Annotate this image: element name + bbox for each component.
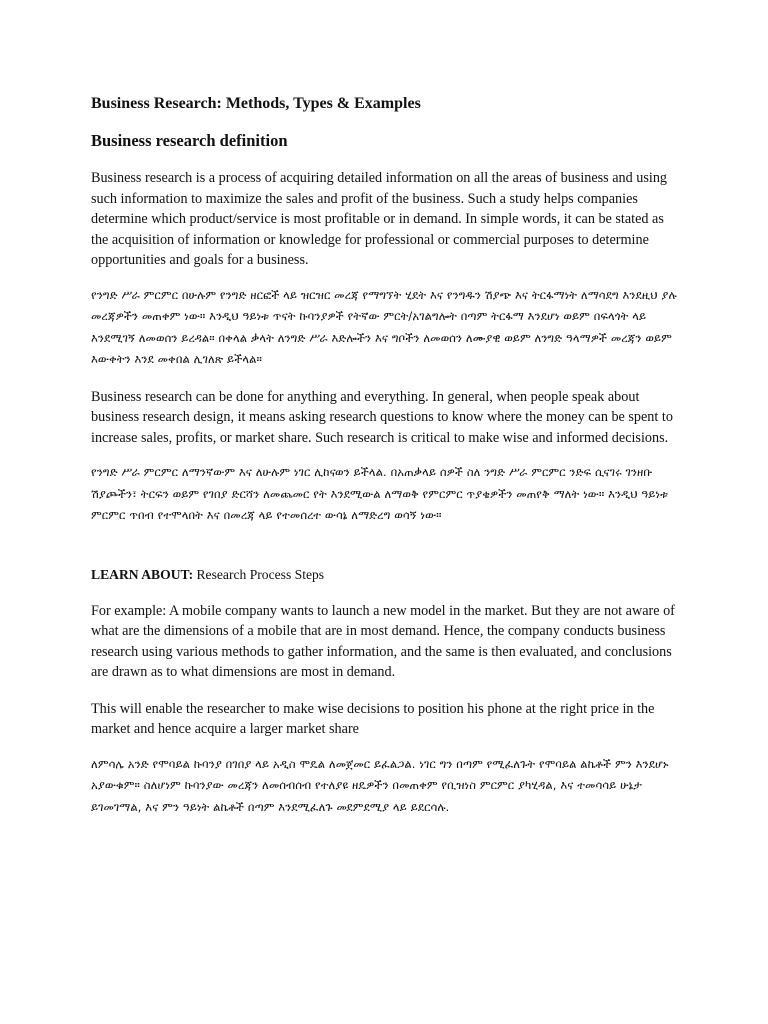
definition-paragraph-english: Business research is a process of acquiring detailed information on all the areas of business and using such information to maximize the sales and profit of the business. Such a study helps companies determine which product/service is most profitable or in demand. In simple words, it can be stated as the acquisition of information or knowledge for professional or commercial purposes to determine opportunities and goals for a business. — [91, 170, 668, 268]
learn-about-link-text: Research Process Steps — [193, 566, 325, 582]
definition-paragraph-amharic: የንግድ ሥራ ምርምር በሁሉም የንግድ ዘርፎች ላይ ዝርዝር መረጃ የማግኘት ሂደት እና የንግዱን ሽያጭ እና ትርፋማነት ለማሳደግ እንደዚህ ያሉ መረጃዎችን መጠቀም ነው። እንዲህ ዓይነቱ ጥናት ኩባንያዎች የትኛው ምርት/አገልግሎት በጣም ትርፋማ እንደሆነ ወይም በፍላጎት ላይ እንደሚገኝ ለመወሰን ይረዳል። በቀላል ቃላት ለንግድ ሥራ እድሎችን እና ግቦችን ለመወሰን ለሙያዊ ወይም ለንግድ ዓላማዎች መረጃን ወይም እውቀትን እንደ መቀበል ሊገለጽ ይችላል። — [91, 288, 677, 366]
example-paragraph-amharic: ለምሳሌ አንድ የሞባይል ኩባንያ በገበያ ላይ አዲስ ሞዴል ለመጀመር ይፈልጋል. ነገር ግን በጣም የሚፈለጉት የሞባይል ልኬቶች ምን እንደሆኑ አያውቁም። ስለሆነም ኩባንያው መረጃን ለመሰብሰብ የተለያዩ ዘዴዎችን በመጠቀም የቢዝነስ ምርምር ያካሂዳል, እና ተመሳሳይ ሁኔታ ይገመገማል, እና ምን ዓይነት ልኬቶች በጣም እንደሚፈለጉ መደምደሚያ ላይ ይደርሳሉ. — [91, 757, 669, 814]
example-paragraph-english: For example: A mobile company wants to launch a new model in the market. But they are not aware of what are the dimensions of a mobile that are in most demand. Hence, the company conducts business research using various methods to gather information, and the same is then evaluated, and conclusions are drawn as to what dimensions are most in demand. — [91, 602, 675, 680]
general-paragraph-english: Business research can be done for anything and everything. In general, when people speak about business research design, it means asking research questions to know where the money can be spent to increase sales, profits, or market share. Such research is critical to make wise and informed decisions. — [91, 388, 673, 446]
definition-heading: Business research definition — [91, 131, 288, 150]
general-paragraph-amharic: የንግድ ሥራ ምርምር ለማንኛውም እና ለሁሉም ነገር ሊከናወን ይችላል. በአጠቃላይ ሰዎች ስለ ንግድ ሥራ ምርምር ንድፍ ሲናገሩ ገንዘቡ ሽያጮችን፣ ትርፍን ወይም የገበያ ድርሻን ለመጨመር የት እንደሚውል ለማወቅ የምርምር ጥያቄዎችን መጠየቅ ማለት ነው። እንዲህ ዓይነቱ ምርምር ጥበብ የተሞላበት እና በመረጃ ላይ የተመሰረተ ውሳኔ ለማድረግ ወሳኝ ነው። — [91, 466, 668, 522]
learn-about-line — [91, 565, 677, 585]
learn-about-label: LEARN ABOUT: — [91, 566, 194, 582]
document-page — [91, 86, 677, 818]
document-title: Business Research: Methods, Types & Examples — [91, 95, 421, 112]
outcome-paragraph-english: This will enable the researcher to make wise decisions to position his phone at the right price in the market and hence acquire a larger market share — [91, 700, 655, 737]
